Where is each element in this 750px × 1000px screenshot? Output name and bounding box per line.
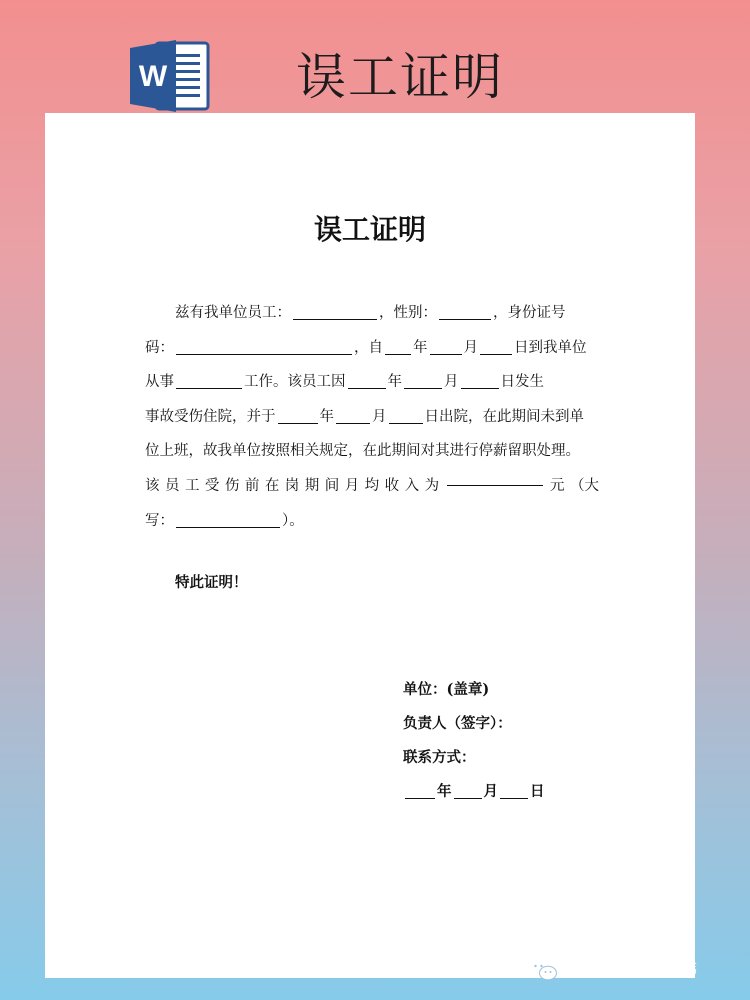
- blank-income-uppercase: [176, 511, 280, 528]
- blank-start-year: [385, 338, 411, 355]
- body-line-7: 写： ）。: [145, 512, 304, 529]
- special-statement: 特此证明！: [175, 574, 248, 591]
- blank-accident-year: [348, 372, 386, 389]
- word-icon-letter: W: [138, 60, 168, 93]
- blank-employee-name: [293, 303, 377, 320]
- document-body: [145, 296, 599, 538]
- blank-job: [176, 372, 242, 389]
- body-line-1: 兹有我单位员工： ，性别： ，身份证号: [175, 305, 566, 321]
- blank-income: [447, 469, 543, 486]
- document-title: 误工证明: [313, 213, 426, 246]
- watermark-text: 公众号 · 模板阿伟: [562, 960, 698, 980]
- sign-contact: 联系方式：: [403, 749, 476, 766]
- blank-accident-day: [461, 372, 499, 389]
- blank-sign-day: [500, 783, 528, 799]
- watermark: [528, 956, 697, 984]
- wechat-icon: [528, 958, 558, 982]
- word-document-icon: [130, 38, 210, 114]
- blank-sign-year: [405, 783, 435, 799]
- blank-id-number: [176, 338, 352, 355]
- body-line-3: 从事 工作。该员工因 年 月 日发生: [145, 374, 544, 391]
- sign-date: 年 月 日: [403, 775, 545, 809]
- blank-discharge-day: [389, 407, 423, 424]
- sign-unit: 单位：(盖章): [403, 681, 490, 698]
- body-line-2: 码： ，自 年 月 日到我单位: [145, 339, 587, 356]
- blank-gender: [439, 303, 491, 320]
- blank-discharge-year: [278, 407, 318, 424]
- sign-responsible: 负责人（签字）：: [403, 715, 512, 732]
- blank-sign-month: [454, 783, 482, 799]
- body-line-5: 位上班，故我单位按照相关规定，在此期间对其进行停薪留职处理。: [145, 443, 580, 460]
- banner-title: 误工证明: [296, 48, 504, 106]
- blank-start-month: [430, 338, 462, 355]
- body-line-4: 事故受伤住院，并于 年 月 日出院，在此期间未到单: [145, 408, 584, 425]
- body-line-6: 该 员 工 受 伤 前 在 岗 期 间 月 均 收 入 为 元 （大: [145, 469, 599, 504]
- blank-start-day: [480, 338, 512, 355]
- document-page: [45, 113, 695, 978]
- blank-accident-month: [404, 372, 442, 389]
- signature-block: [403, 673, 545, 809]
- blank-discharge-month: [336, 407, 370, 424]
